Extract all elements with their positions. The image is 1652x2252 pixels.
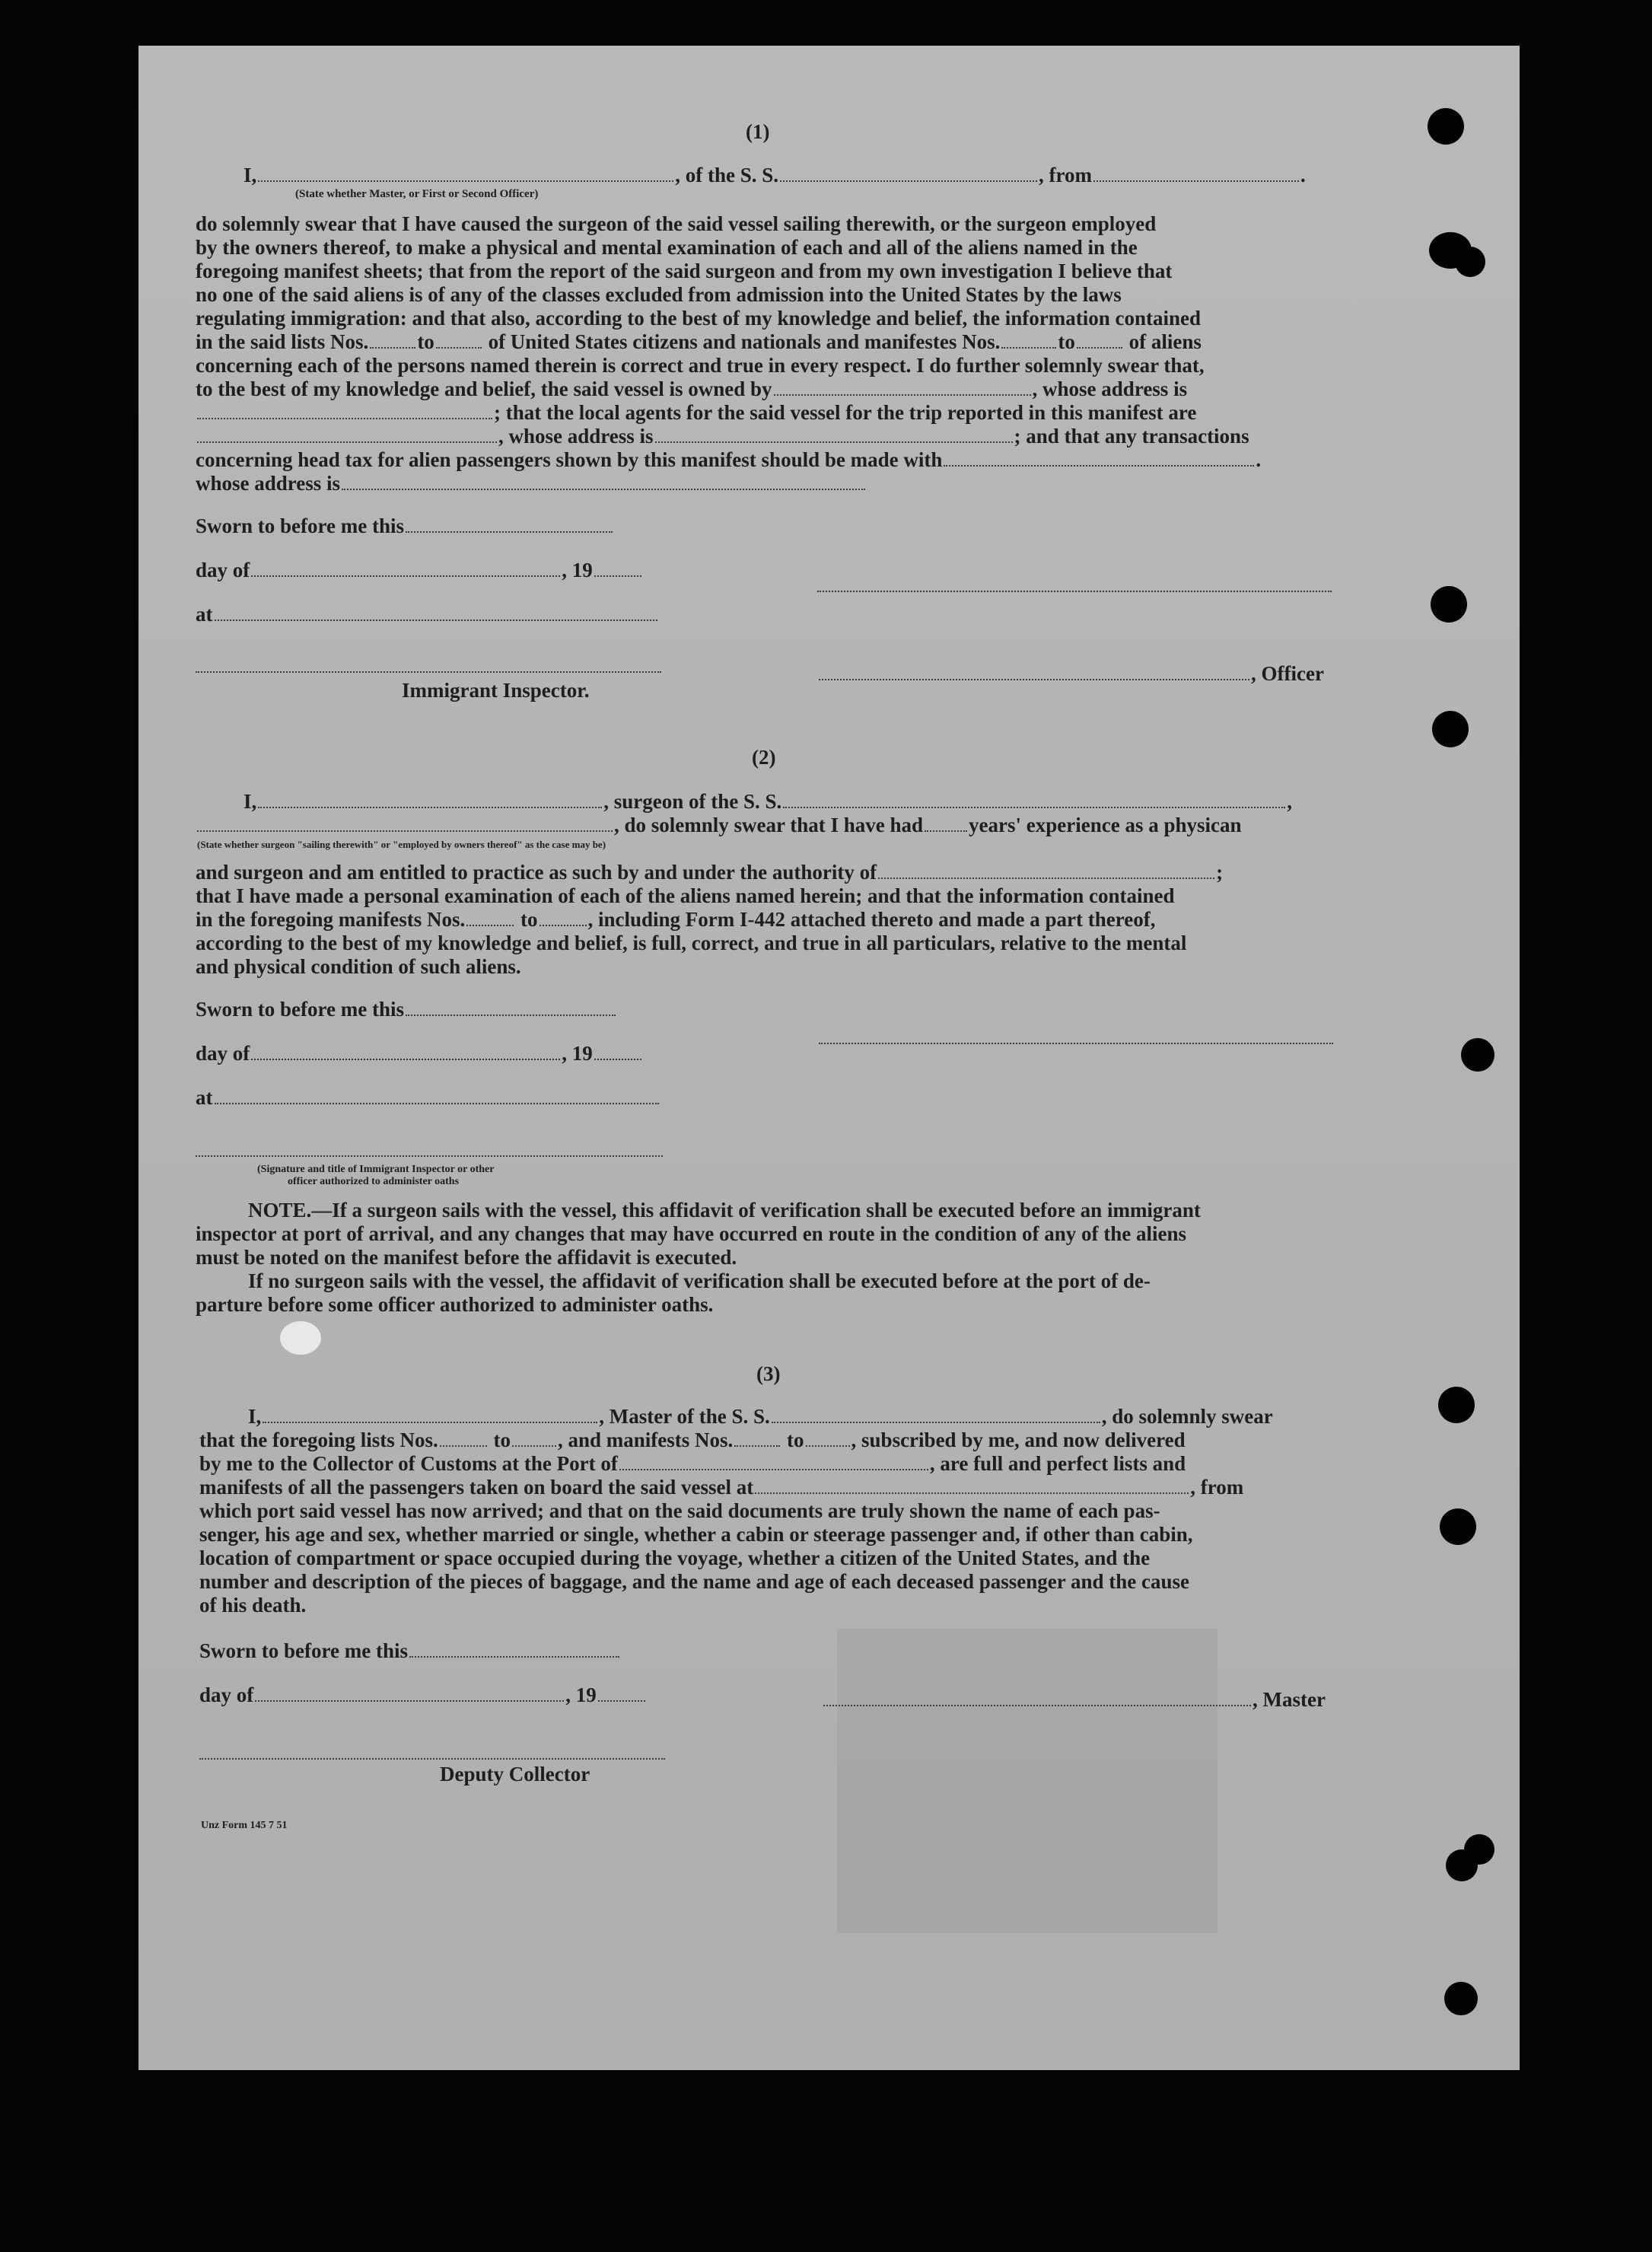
s2-at: at xyxy=(196,1088,660,1108)
note-line: If no surgeon sails with the vessel, the affidavit of verification shall be executed before at the port of de- xyxy=(248,1269,1151,1292)
note-line: NOTE.—If a surgeon sails with the vessel, this affidavit of verification shall be executed before an immigrant xyxy=(248,1199,1201,1222)
deputy-sig-line xyxy=(199,1758,665,1760)
s2-according: according to the best of my knowledge and belief, is full, correct, and true in all particulars, relative to the mental xyxy=(196,932,1187,954)
note-line: parture before some officer authorized to administer oaths. xyxy=(196,1293,714,1316)
master-note: (State whether Master, or First or Second Officer) xyxy=(295,188,539,200)
s1-para-line: do solemnly swear that I have caused the surgeon of the said vessel sailing therewith, or the surgeon employed xyxy=(196,212,1157,235)
s2-authority: and surgeon and am entitled to practice as such by and under the authority of ; xyxy=(196,861,1224,884)
section-1-number: (1) xyxy=(746,120,770,143)
s1-para-line: by the owners thereof, to make a physical and mental examination of each and all of the aliens named in the xyxy=(196,236,1138,259)
s3-line3: by me to the Collector of Customs at the Port of , are full and perfect lists and xyxy=(199,1452,1186,1475)
s3-day: day of , 19 xyxy=(199,1685,647,1706)
note-line: inspector at port of arrival, and any changes that may have occurred en route in the condition of any of the aliens xyxy=(196,1222,1186,1245)
s2-line2: , do solemnly swear that I have had years' experience as a physican xyxy=(196,815,1242,836)
s3-para-line: location of compartment or space occupied during the voyage, whether a citizen of the United States, and the xyxy=(199,1546,1151,1569)
punch-hole xyxy=(1431,586,1467,623)
punch-hole xyxy=(1461,1038,1494,1072)
s2-line1: I, , surgeon of the S. S. , xyxy=(244,790,1293,813)
punch-hole xyxy=(1440,1508,1476,1545)
section-2-number: (2) xyxy=(752,746,776,769)
punch-hole xyxy=(1455,247,1485,277)
s3-para-line: number and description of the pieces of baggage, and the name and age of each deceased passenger and the cause xyxy=(199,1570,1190,1593)
s2-day: day of , 19 xyxy=(196,1043,643,1064)
punch-hole xyxy=(1428,108,1464,145)
punch-hole xyxy=(1444,1982,1478,2015)
s3-para-line: which port said vessel has now arrived; and that on the said documents are truly shown the name of each pas- xyxy=(199,1499,1160,1522)
s3-line1: I, , Master of the S. S. , do solemnly swear xyxy=(248,1405,1273,1428)
s3-deputy: Deputy Collector xyxy=(440,1763,590,1785)
bleed-through xyxy=(837,1629,1218,1933)
s3-line2: that the foregoing lists Nos. to , and manifests Nos. to , subscribed by me, and now delivered xyxy=(199,1429,1186,1451)
s1-whose: whose address is xyxy=(196,473,867,494)
s1-at: at xyxy=(196,604,659,625)
s2-physical: and physical condition of such aliens. xyxy=(196,955,521,978)
s3-para-line: of his death. xyxy=(199,1594,307,1617)
s1-para-line: foregoing manifest sheets; that from the report of the said surgeon and from my own investigation I believe that xyxy=(196,260,1173,282)
s2-manifests: in the foregoing manifests Nos. to , including Form I-442 attached thereto and made a part thereof, xyxy=(196,908,1156,931)
inspector-sig-line xyxy=(196,671,661,673)
officer-sig-line xyxy=(817,591,1332,592)
s1-officer: , Officer xyxy=(817,664,1324,684)
sig-note-1: (Signature and title of Immigrant Inspector or other xyxy=(257,1164,495,1175)
s3-line4: manifests of all the passengers taken on board the said vessel at , from xyxy=(199,1476,1244,1499)
s3-sworn: Sworn to before me this xyxy=(199,1641,621,1661)
paper-spot xyxy=(280,1321,321,1355)
s1-headtax: concerning head tax for alien passengers shown by this manifest should be made with . xyxy=(196,448,1262,471)
s1-inspector: Immigrant Inspector. xyxy=(402,679,590,702)
s1-lists-line: in the said lists Nos. to of United States citizens and nationals and manifestes Nos. to of aliens xyxy=(196,330,1202,353)
oath-officer-sig-line xyxy=(196,1155,663,1157)
sig-note-2: officer authorized to administer oaths xyxy=(288,1176,460,1187)
form-id: Unz Form 145 7 51 xyxy=(201,1820,288,1831)
section-3-number: (3) xyxy=(756,1362,781,1385)
s2-personal: that I have made a personal examination of each of the aliens named herein; and that the information contained xyxy=(196,884,1175,907)
s1-agents: ; that the local agents for the said vessel for the trip reported in this manifest are xyxy=(196,403,1196,423)
s1-sworn: Sworn to before me this xyxy=(196,516,614,537)
s3-para-line: senger, his age and sex, whether married or single, whether a cabin or steerage passenger and, if other than cabin, xyxy=(199,1523,1193,1546)
s3-master-sig: , Master xyxy=(822,1690,1326,1710)
punch-hole xyxy=(1432,711,1469,747)
s1-para-line: no one of the said aliens is of any of the classes excluded from admission into the United States by the laws xyxy=(196,283,1122,306)
punch-hole xyxy=(1438,1387,1475,1423)
surgeon-note: (State whether surgeon "sailing therewith" or "employed by owners thereof" as the case may be) xyxy=(197,839,606,850)
s1-line1: I, , of the S. S. , from . xyxy=(244,164,1306,186)
s1-day: day of , 19 xyxy=(196,560,643,581)
s2-sworn: Sworn to before me this xyxy=(196,999,617,1020)
s1-owned: to the best of my knowledge and belief, the said vessel is owned by , whose address is xyxy=(196,377,1188,400)
s1-concerning: concerning each of the persons named therein is correct and true in every respect. I do further solemnly swear that, xyxy=(196,354,1205,377)
s1-para-line: regulating immigration: and that also, according to the best of my knowledge and belief, the information contained xyxy=(196,307,1201,330)
punch-hole xyxy=(1464,1834,1494,1865)
note-line: must be noted on the manifest before the affidavit is executed. xyxy=(196,1246,737,1269)
s1-address: , whose address is ; and that any transactions xyxy=(196,426,1249,447)
surgeon-sig-line xyxy=(819,1043,1333,1044)
